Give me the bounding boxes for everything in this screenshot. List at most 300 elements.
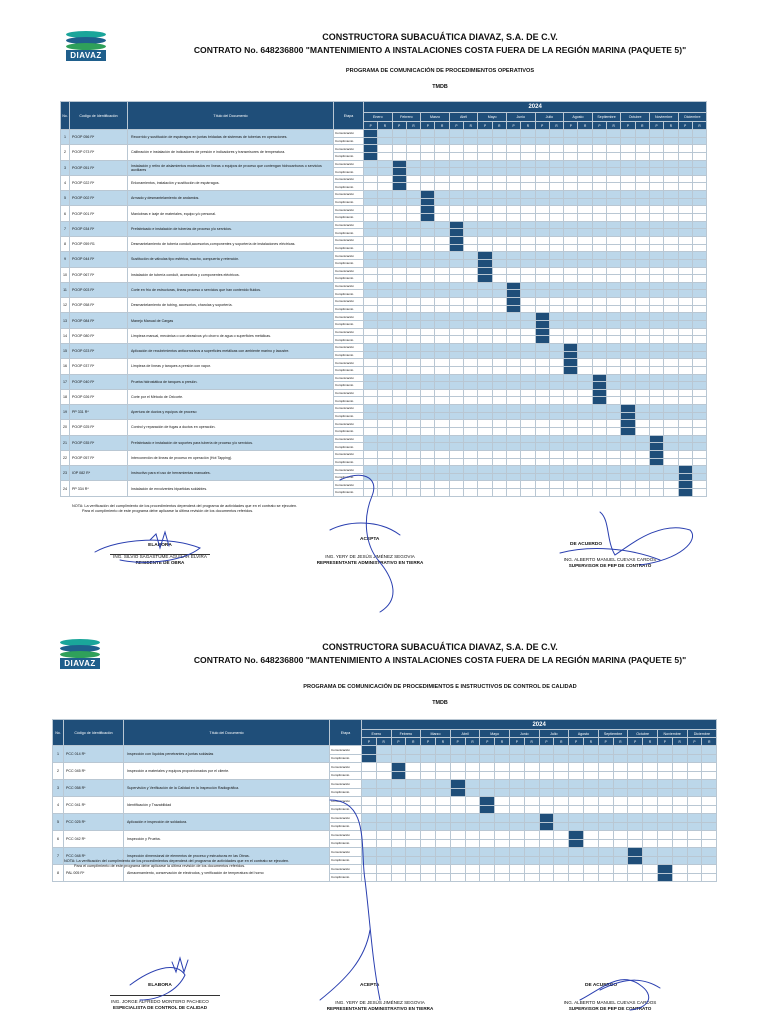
schedule-cell <box>628 814 643 823</box>
schedule-cell <box>678 305 692 313</box>
schedule-cell <box>664 168 678 176</box>
schedule-cell <box>506 259 520 267</box>
schedule-cell <box>435 397 449 405</box>
schedule-cell <box>549 168 563 176</box>
schedule-cell <box>664 336 678 344</box>
schedule-cell <box>421 481 435 489</box>
schedule-cell <box>449 420 463 428</box>
schedule-cell <box>378 389 392 397</box>
schedule-cell <box>406 244 420 252</box>
stage-cumplimiento: Cumplimiento <box>334 427 364 435</box>
schedule-cell <box>521 389 535 397</box>
schedule-cell <box>524 839 539 848</box>
schedule-cell <box>621 290 635 298</box>
schedule-cell <box>578 282 592 290</box>
schedule-cell <box>506 374 520 382</box>
schedule-cell <box>549 328 563 336</box>
planned-mark <box>564 351 578 359</box>
schedule-cell <box>435 473 449 481</box>
schedule-cell <box>564 183 578 191</box>
schedule-cell <box>578 198 592 206</box>
schedule-cell <box>421 290 435 298</box>
schedule-cell <box>702 763 717 772</box>
schedule-cell <box>549 405 563 413</box>
row-title: Inspección con líquidos penetrantes a juntas soldadas <box>124 746 330 763</box>
schedule-cell <box>607 405 621 413</box>
planned-mark <box>592 389 606 397</box>
schedule-cell <box>521 382 535 390</box>
schedule-cell <box>635 183 649 191</box>
stage-cumplimiento: Cumplimiento <box>334 244 364 252</box>
schedule-cell <box>464 412 478 420</box>
schedule-cell <box>364 343 378 351</box>
row-code: PCC 058 R* <box>64 780 124 797</box>
schedule-cell <box>521 198 535 206</box>
schedule-cell <box>621 259 635 267</box>
schedule-cell <box>607 420 621 428</box>
schedule-cell <box>649 374 663 382</box>
schedule-cell <box>613 822 628 831</box>
planned-header: P <box>509 738 524 746</box>
schedule-cell <box>692 374 706 382</box>
schedule-cell <box>521 259 535 267</box>
schedule-cell <box>692 359 706 367</box>
schedule-cell <box>598 797 613 806</box>
schedule-cell <box>464 198 478 206</box>
schedule-cell <box>592 236 606 244</box>
schedule-cell <box>643 831 658 840</box>
schedule-cell <box>613 746 628 755</box>
month-header: Septiembre <box>592 113 621 122</box>
schedule-cell <box>392 244 406 252</box>
schedule-cell <box>521 305 535 313</box>
schedule-cell <box>549 137 563 145</box>
schedule-cell <box>449 481 463 489</box>
schedule-cell <box>435 831 450 840</box>
schedule-cell <box>435 848 450 857</box>
schedule-cell <box>592 160 606 168</box>
schedule-cell <box>391 831 406 840</box>
schedule-cell <box>391 865 406 874</box>
schedule-cell <box>649 313 663 321</box>
schedule-cell <box>506 252 520 260</box>
row-number: 22 <box>61 450 70 465</box>
schedule-cell <box>628 763 643 772</box>
schedule-cell <box>607 473 621 481</box>
schedule-cell <box>607 336 621 344</box>
schedule-cell <box>392 420 406 428</box>
schedule-cell <box>549 152 563 160</box>
schedule-cell <box>621 313 635 321</box>
schedule-cell <box>635 175 649 183</box>
schedule-cell <box>678 259 692 267</box>
schedule-cell <box>607 313 621 321</box>
schedule-cell <box>449 382 463 390</box>
schedule-cell <box>509 831 524 840</box>
month-header: Agosto <box>569 730 599 738</box>
schedule-cell <box>521 336 535 344</box>
schedule-cell <box>549 481 563 489</box>
row-code: POOP 025 R* <box>70 420 128 435</box>
schedule-cell <box>421 221 435 229</box>
schedule-cell <box>392 221 406 229</box>
schedule-cell <box>578 443 592 451</box>
schedule-cell <box>378 252 392 260</box>
schedule-cell <box>649 152 663 160</box>
schedule-cell <box>607 389 621 397</box>
row-title: Limpieza de líneas y tanques a presión con vapor. <box>128 359 334 374</box>
schedule-cell <box>569 788 584 797</box>
schedule-cell <box>364 405 378 413</box>
company-name: CONSTRUCTORA SUBACUÁTICA DIAVAZ, S.A. DE C.V. <box>322 32 558 42</box>
planned-header: P <box>449 122 463 130</box>
schedule-cell <box>657 822 672 831</box>
schedule-cell <box>406 282 420 290</box>
schedule-cell <box>406 873 421 882</box>
schedule-cell <box>672 763 687 772</box>
stage-comunicacion: Comunicación <box>334 313 364 321</box>
schedule-cell <box>406 275 420 283</box>
schedule-cell <box>583 805 598 814</box>
schedule-cell <box>607 298 621 306</box>
schedule-cell <box>406 450 420 458</box>
schedule-cell <box>478 168 492 176</box>
schedule-cell <box>406 145 420 153</box>
schedule-cell <box>621 137 635 145</box>
schedule-cell <box>464 481 478 489</box>
schedule-cell <box>687 873 702 882</box>
signature-role: REPRESENTANTE ADMINISTRATIVO EN TIERRA <box>326 1005 434 1011</box>
schedule-cell <box>465 814 480 823</box>
stage-cumplimiento: Cumplimiento <box>334 183 364 191</box>
schedule-cell <box>592 305 606 313</box>
schedule-cell <box>564 160 578 168</box>
schedule-cell <box>478 420 492 428</box>
schedule-cell <box>578 244 592 252</box>
schedule-cell <box>535 229 549 237</box>
schedule-cell <box>378 244 392 252</box>
schedule-cell <box>406 259 420 267</box>
table-row <box>61 160 707 168</box>
schedule-cell <box>657 848 672 857</box>
schedule-cell <box>702 814 717 823</box>
schedule-cell <box>607 321 621 329</box>
schedule-cell <box>549 244 563 252</box>
schedule-cell <box>464 168 478 176</box>
stage-cumplimiento: Cumplimiento <box>330 771 362 780</box>
schedule-cell <box>406 160 420 168</box>
schedule-cell <box>692 412 706 420</box>
schedule-cell <box>421 359 435 367</box>
schedule-cell <box>492 275 506 283</box>
schedule-cell <box>506 168 520 176</box>
schedule-cell <box>492 351 506 359</box>
table-row <box>61 267 707 275</box>
schedule-cell <box>535 214 549 222</box>
schedule-cell <box>392 336 406 344</box>
schedule-cell <box>492 443 506 451</box>
year-header: 2024 <box>364 102 707 113</box>
schedule-cell <box>521 427 535 435</box>
schedule-cell <box>449 175 463 183</box>
row-number: 10 <box>61 267 70 282</box>
table-row <box>61 145 707 153</box>
schedule-cell <box>435 259 449 267</box>
schedule-cell <box>506 214 520 222</box>
signature-name: ING. ALBERTO MANUEL CUEVAS CARDOS <box>563 1000 657 1006</box>
schedule-cell <box>635 252 649 260</box>
schedule-cell <box>607 382 621 390</box>
schedule-cell <box>464 229 478 237</box>
schedule-cell <box>564 420 578 428</box>
schedule-cell <box>539 788 554 797</box>
schedule-cell <box>435 466 449 474</box>
schedule-cell <box>362 848 377 857</box>
schedule-cell <box>635 466 649 474</box>
row-number: 23 <box>61 466 70 481</box>
schedule-cell <box>692 382 706 390</box>
month-header: Enero <box>362 730 392 738</box>
schedule-cell <box>450 771 465 780</box>
schedule-cell <box>478 244 492 252</box>
planned-header: P <box>391 738 406 746</box>
schedule-cell <box>378 229 392 237</box>
schedule-cell <box>506 221 520 229</box>
schedule-cell <box>406 397 420 405</box>
schedule-cell <box>643 856 658 865</box>
schedule-cell <box>421 321 435 329</box>
schedule-cell <box>621 328 635 336</box>
schedule-cell <box>492 359 506 367</box>
stage-comunicacion: Comunicación <box>334 328 364 336</box>
schedule-cell <box>378 137 392 145</box>
schedule-cell <box>392 130 406 138</box>
schedule-cell <box>672 848 687 857</box>
schedule-cell <box>598 822 613 831</box>
schedule-cell <box>450 814 465 823</box>
schedule-cell <box>435 321 449 329</box>
signature-role: RESIDENTE DE OBRA <box>135 559 185 565</box>
schedule-cell <box>549 382 563 390</box>
schedule-cell <box>569 856 584 865</box>
schedule-cell <box>613 763 628 772</box>
schedule-cell <box>480 848 495 857</box>
program-table <box>60 101 707 497</box>
signature-name: ING. SILVIO SAGASTUME AGUILAR ELVIRA <box>113 554 207 560</box>
signature-name: ING. YERY DE JESÚS JIMÉNEZ SEGOVIA <box>335 1000 425 1006</box>
schedule-cell <box>435 137 449 145</box>
diavaz-logo <box>66 30 106 61</box>
schedule-cell <box>492 466 506 474</box>
schedule-cell <box>643 839 658 848</box>
schedule-cell <box>435 275 449 283</box>
schedule-cell <box>535 450 549 458</box>
schedule-cell <box>506 160 520 168</box>
schedule-cell <box>692 236 706 244</box>
schedule-cell <box>364 420 378 428</box>
schedule-cell <box>649 206 663 214</box>
month-header: Mayo <box>478 113 507 122</box>
schedule-cell <box>421 298 435 306</box>
schedule-cell <box>664 236 678 244</box>
schedule-cell <box>478 450 492 458</box>
schedule-cell <box>364 389 378 397</box>
schedule-cell <box>649 267 663 275</box>
schedule-cell <box>549 466 563 474</box>
schedule-cell <box>613 780 628 789</box>
schedule-cell <box>478 175 492 183</box>
schedule-cell <box>692 175 706 183</box>
table-row <box>61 191 707 199</box>
schedule-cell <box>391 780 406 789</box>
schedule-cell <box>578 389 592 397</box>
schedule-cell <box>592 152 606 160</box>
schedule-cell <box>495 805 510 814</box>
schedule-cell <box>392 206 406 214</box>
schedule-cell <box>492 221 506 229</box>
schedule-cell <box>378 305 392 313</box>
schedule-cell <box>495 856 510 865</box>
schedule-cell <box>621 489 635 497</box>
schedule-cell <box>506 267 520 275</box>
schedule-cell <box>607 183 621 191</box>
schedule-cell <box>635 336 649 344</box>
schedule-cell <box>391 848 406 857</box>
stage-cumplimiento: Cumplimiento <box>330 754 362 763</box>
schedule-cell <box>578 236 592 244</box>
schedule-cell <box>406 435 420 443</box>
schedule-cell <box>635 137 649 145</box>
schedule-cell <box>549 313 563 321</box>
schedule-cell <box>607 145 621 153</box>
schedule-cell <box>678 397 692 405</box>
schedule-cell <box>506 321 520 329</box>
schedule-cell <box>692 221 706 229</box>
month-header: Junio <box>509 730 539 738</box>
schedule-cell <box>535 267 549 275</box>
schedule-cell <box>549 305 563 313</box>
table-row <box>61 389 707 397</box>
stage-comunicacion: Comunicación <box>334 145 364 153</box>
signature-de-acuerdo <box>530 983 690 1011</box>
schedule-cell <box>687 763 702 772</box>
schedule-cell <box>621 152 635 160</box>
planned-mark <box>449 244 463 252</box>
schedule-cell <box>378 489 392 497</box>
schedule-cell <box>649 420 663 428</box>
schedule-cell <box>535 282 549 290</box>
schedule-cell <box>657 831 672 840</box>
schedule-cell <box>478 458 492 466</box>
stage-cumplimiento: Cumplimiento <box>334 275 364 283</box>
schedule-cell <box>628 831 643 840</box>
row-number: 3 <box>61 160 70 175</box>
schedule-cell <box>495 814 510 823</box>
schedule-cell <box>592 351 606 359</box>
planned-mark <box>621 427 635 435</box>
schedule-cell <box>362 873 377 882</box>
schedule-cell <box>521 366 535 374</box>
schedule-cell <box>465 873 480 882</box>
schedule-cell <box>535 389 549 397</box>
schedule-cell <box>607 267 621 275</box>
schedule-cell <box>406 130 420 138</box>
schedule-cell <box>672 771 687 780</box>
schedule-cell <box>406 229 420 237</box>
stage-comunicacion: Comunicación <box>334 267 364 275</box>
schedule-cell <box>464 458 478 466</box>
row-title: Control y reparación de fugas a ductos en operación. <box>128 420 334 435</box>
schedule-cell <box>635 481 649 489</box>
schedule-cell <box>478 405 492 413</box>
schedule-cell <box>492 343 506 351</box>
planned-mark <box>678 473 692 481</box>
schedule-cell <box>628 780 643 789</box>
schedule-cell <box>406 831 421 840</box>
schedule-cell <box>378 175 392 183</box>
schedule-cell <box>464 160 478 168</box>
schedule-cell <box>672 856 687 865</box>
schedule-cell <box>464 328 478 336</box>
row-number: 15 <box>61 343 70 358</box>
schedule-cell <box>664 321 678 329</box>
schedule-cell <box>569 814 584 823</box>
schedule-cell <box>449 290 463 298</box>
schedule-cell <box>628 754 643 763</box>
schedule-cell <box>549 160 563 168</box>
schedule-cell <box>391 856 406 865</box>
row-number: 7 <box>61 221 70 236</box>
schedule-cell <box>492 382 506 390</box>
schedule-cell <box>465 763 480 772</box>
row-code: PCC 025 R* <box>64 814 124 831</box>
schedule-cell <box>692 481 706 489</box>
schedule-cell <box>535 175 549 183</box>
schedule-cell <box>392 473 406 481</box>
schedule-cell <box>692 343 706 351</box>
schedule-cell <box>598 805 613 814</box>
schedule-cell <box>435 160 449 168</box>
schedule-cell <box>564 236 578 244</box>
schedule-cell <box>672 865 687 874</box>
schedule-cell <box>554 822 569 831</box>
schedule-cell <box>406 427 420 435</box>
stage-comunicacion: Comunicación <box>334 252 364 260</box>
schedule-cell <box>406 805 421 814</box>
schedule-cell <box>678 382 692 390</box>
schedule-cell <box>664 473 678 481</box>
row-title: Identificación y Trazabilidad <box>124 797 330 814</box>
schedule-cell <box>480 780 495 789</box>
schedule-cell <box>678 366 692 374</box>
schedule-cell <box>649 183 663 191</box>
schedule-cell <box>524 780 539 789</box>
schedule-cell <box>506 191 520 199</box>
schedule-cell <box>643 797 658 806</box>
schedule-cell <box>506 389 520 397</box>
schedule-cell <box>564 473 578 481</box>
planned-mark <box>480 805 495 814</box>
schedule-cell <box>449 397 463 405</box>
schedule-cell <box>421 831 436 840</box>
schedule-cell <box>702 848 717 857</box>
schedule-cell <box>521 137 535 145</box>
schedule-cell <box>578 382 592 390</box>
schedule-cell <box>521 298 535 306</box>
schedule-cell <box>465 754 480 763</box>
stage-cumplimiento: Cumplimiento <box>334 489 364 497</box>
schedule-cell <box>521 275 535 283</box>
